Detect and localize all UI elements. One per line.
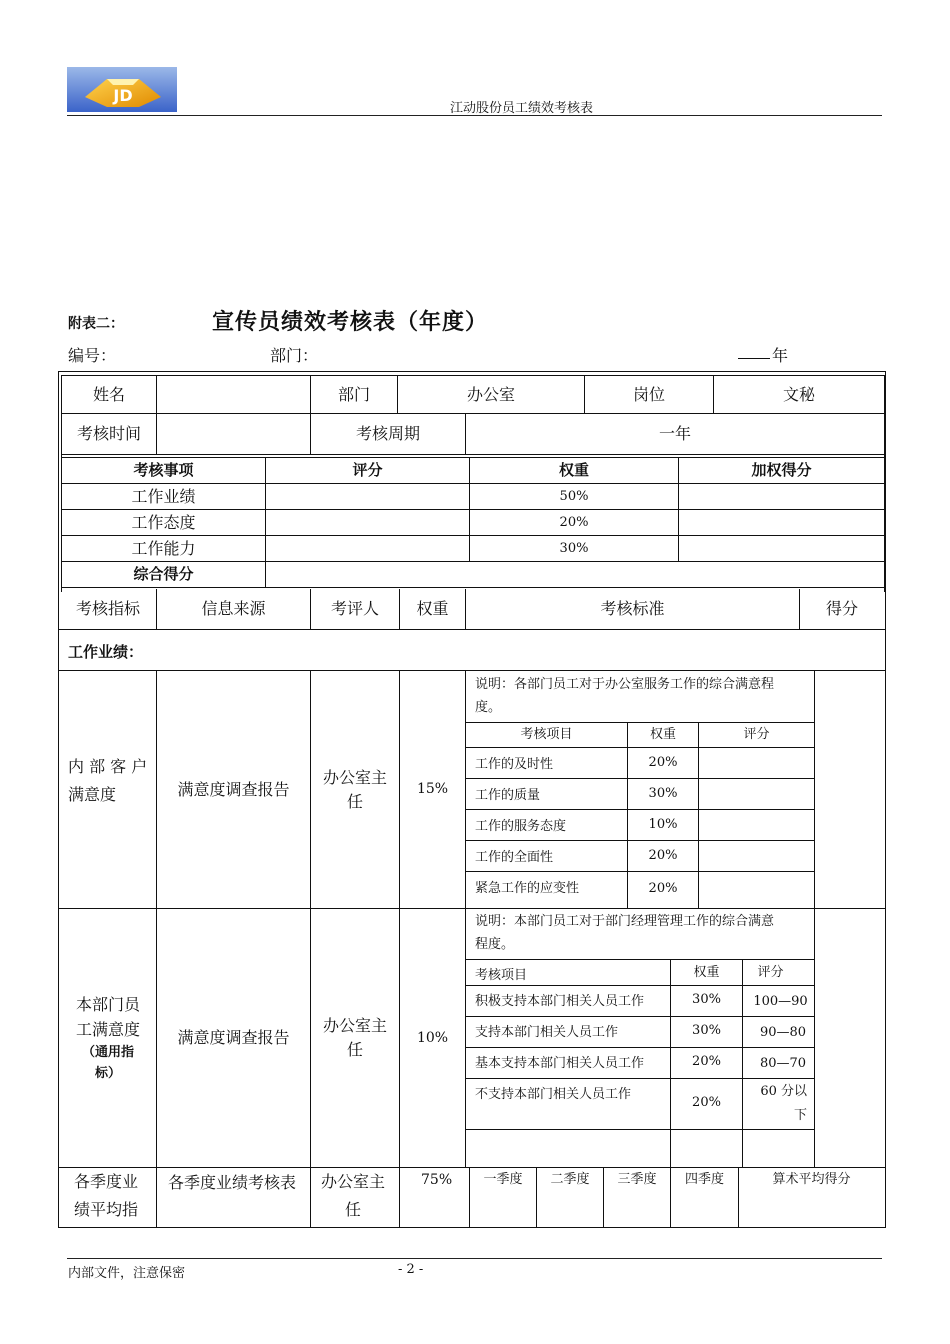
- name-label: 姓名: [92, 384, 125, 404]
- indicator1-sub-item: 工作的服务态度: [475, 819, 567, 834]
- year-blank-line[interactable]: [738, 358, 770, 359]
- indicator3-name: 各季度业 绩平均指: [74, 1172, 139, 1219]
- indicator2-sub-weight: 20%: [692, 1054, 721, 1070]
- summary-weight-performance: 50%: [559, 488, 589, 504]
- quarter-2: 二季度: [550, 1172, 590, 1188]
- indicator-header-assessor: 考评人: [330, 599, 379, 618]
- svg-text:JD: JD: [113, 86, 133, 105]
- page-title: 宣传员绩效考核表（年度）: [212, 310, 489, 335]
- quarter-1: 一季度: [483, 1172, 523, 1188]
- indicator-header-name: 考核指标: [75, 599, 140, 618]
- indicator1-assessor: 办公室主 任: [322, 767, 387, 811]
- summary-header-item: 考核事项: [133, 461, 194, 480]
- indicator2-sub-header-weight: 权重: [693, 964, 720, 980]
- indicator3-assessor: 办公室主 任: [321, 1172, 386, 1219]
- indicator2-sub-score: 100—90: [753, 994, 808, 1010]
- indicator1-sub-weight: 20%: [648, 755, 678, 771]
- indicator1-name: 内 部 客 户 满意度: [68, 757, 148, 804]
- summary-weighted-attitude[interactable]: [679, 510, 884, 535]
- summary-item-ability: 工作能力: [131, 538, 196, 558]
- indicator2-sub-header-score: 评分: [757, 964, 784, 980]
- indicator1-note: 说明：各部门员工对于办公室服务工作的综合满意程 度。: [475, 677, 775, 715]
- indicator2-sub-header-item: 考核项目: [475, 968, 528, 983]
- number-label: 编号：: [68, 346, 117, 365]
- indicator1-weight: 15%: [416, 781, 449, 797]
- indicator1-sub-header-score: 评分: [743, 727, 770, 743]
- department-label: 部门：: [270, 346, 319, 365]
- year-label: 年: [772, 346, 789, 365]
- indicator2-sub-weight: 20%: [692, 1095, 721, 1111]
- dept-value: 办公室: [466, 384, 515, 404]
- indicator2-sub-item: 基本支持本部门相关人员工作: [475, 1056, 645, 1071]
- indicator1-sub-weight: 10%: [648, 817, 678, 833]
- indicator2-sub-item: 积极支持本部门相关人员工作: [475, 994, 645, 1009]
- dept-label: 部门: [337, 384, 370, 404]
- indicator-header-source: 信息来源: [201, 599, 266, 618]
- indicator-header-score: 得分: [825, 599, 858, 618]
- name-field[interactable]: [157, 376, 310, 413]
- indicator1-sub-header-item: 考核项目: [520, 727, 573, 743]
- post-value: 文秘: [782, 384, 815, 404]
- summary-weight-attitude: 20%: [559, 514, 589, 530]
- indicator1-sub-weight: 20%: [648, 848, 678, 864]
- summary-total-value[interactable]: [266, 562, 884, 587]
- time-field[interactable]: [157, 414, 310, 454]
- footer-divider: [67, 1258, 882, 1259]
- indicator1-sub-item: 工作的质量: [475, 788, 541, 803]
- post-label: 岗位: [632, 384, 665, 404]
- indicator1-sub-item: 工作的全面性: [475, 850, 554, 865]
- summary-score-ability[interactable]: [266, 536, 469, 561]
- indicator2-sub-item: 不支持本部门相关人员工作: [475, 1087, 632, 1102]
- footer-confidential: 内部文件，注意保密: [68, 1266, 186, 1281]
- indicator2-sub-score: 60 分以 下: [760, 1084, 807, 1124]
- indicator2-sub-score: 80—70: [759, 1056, 807, 1072]
- summary-header-weighted: 加权得分: [751, 461, 812, 480]
- period-value: 一年: [658, 424, 691, 443]
- footer-page-number: - 2 -: [398, 1262, 424, 1277]
- summary-weighted-performance[interactable]: [679, 484, 884, 509]
- summary-header-score: 评分: [352, 461, 383, 480]
- quarter-3: 三季度: [617, 1172, 657, 1188]
- indicator2-source: 满意度调查报告: [177, 1028, 290, 1047]
- summary-item-performance: 工作业绩: [131, 486, 196, 506]
- indicator1-sub-item: 工作的及时性: [475, 757, 554, 772]
- summary-weighted-ability[interactable]: [679, 536, 884, 561]
- header-doc-title: 江动股份员工绩效考核表: [450, 101, 594, 116]
- quarter-4: 四季度: [684, 1172, 724, 1188]
- indicator3-source: 各季度业绩考核表: [168, 1173, 297, 1192]
- indicator1-sub-weight: 20%: [648, 881, 678, 897]
- summary-score-performance[interactable]: [266, 484, 469, 509]
- indicator2-name: 本部门员 工满意度 （通用指 标）: [75, 994, 140, 1081]
- indicator2-weight: 10%: [416, 1029, 449, 1046]
- indicator-header-weight: 权重: [416, 599, 449, 618]
- indicator2-sub-score: 90—80: [759, 1025, 807, 1041]
- summary-item-attitude: 工作态度: [131, 512, 196, 532]
- annex-label: 附表二：: [68, 316, 124, 332]
- summary-total-label: 综合得分: [133, 565, 194, 584]
- indicator2-assessor: 办公室主 任: [322, 1016, 387, 1059]
- quarter-average: 算术平均得分: [772, 1172, 851, 1188]
- period-label: 考核周期: [355, 424, 420, 443]
- indicator2-sub-item: 支持本部门相关人员工作: [475, 1025, 619, 1040]
- indicator1-sub-header-weight: 权重: [649, 727, 676, 743]
- section-label-performance: 工作业绩：: [68, 643, 144, 661]
- indicator1-sub-weight: 30%: [648, 786, 678, 802]
- indicator2-sub-weight: 30%: [692, 1023, 721, 1039]
- header-divider: [67, 115, 882, 116]
- summary-weight-ability: 30%: [559, 540, 589, 556]
- summary-header-weight: 权重: [558, 461, 589, 480]
- indicator1-source: 满意度调查报告: [177, 779, 290, 799]
- indicator-header-standard: 考核标准: [600, 599, 665, 618]
- summary-score-attitude[interactable]: [266, 510, 469, 535]
- indicator1-sub-item: 紧急工作的应变性: [475, 881, 580, 896]
- indicator2-sub-weight: 30%: [692, 992, 721, 1008]
- company-logo: [67, 67, 177, 112]
- indicator3-weight: 75%: [421, 1172, 453, 1188]
- indicator2-note: 说明：本部门员工对于部门经理管理工作的综合满意 程度。: [475, 914, 775, 952]
- time-label: 考核时间: [76, 424, 141, 443]
